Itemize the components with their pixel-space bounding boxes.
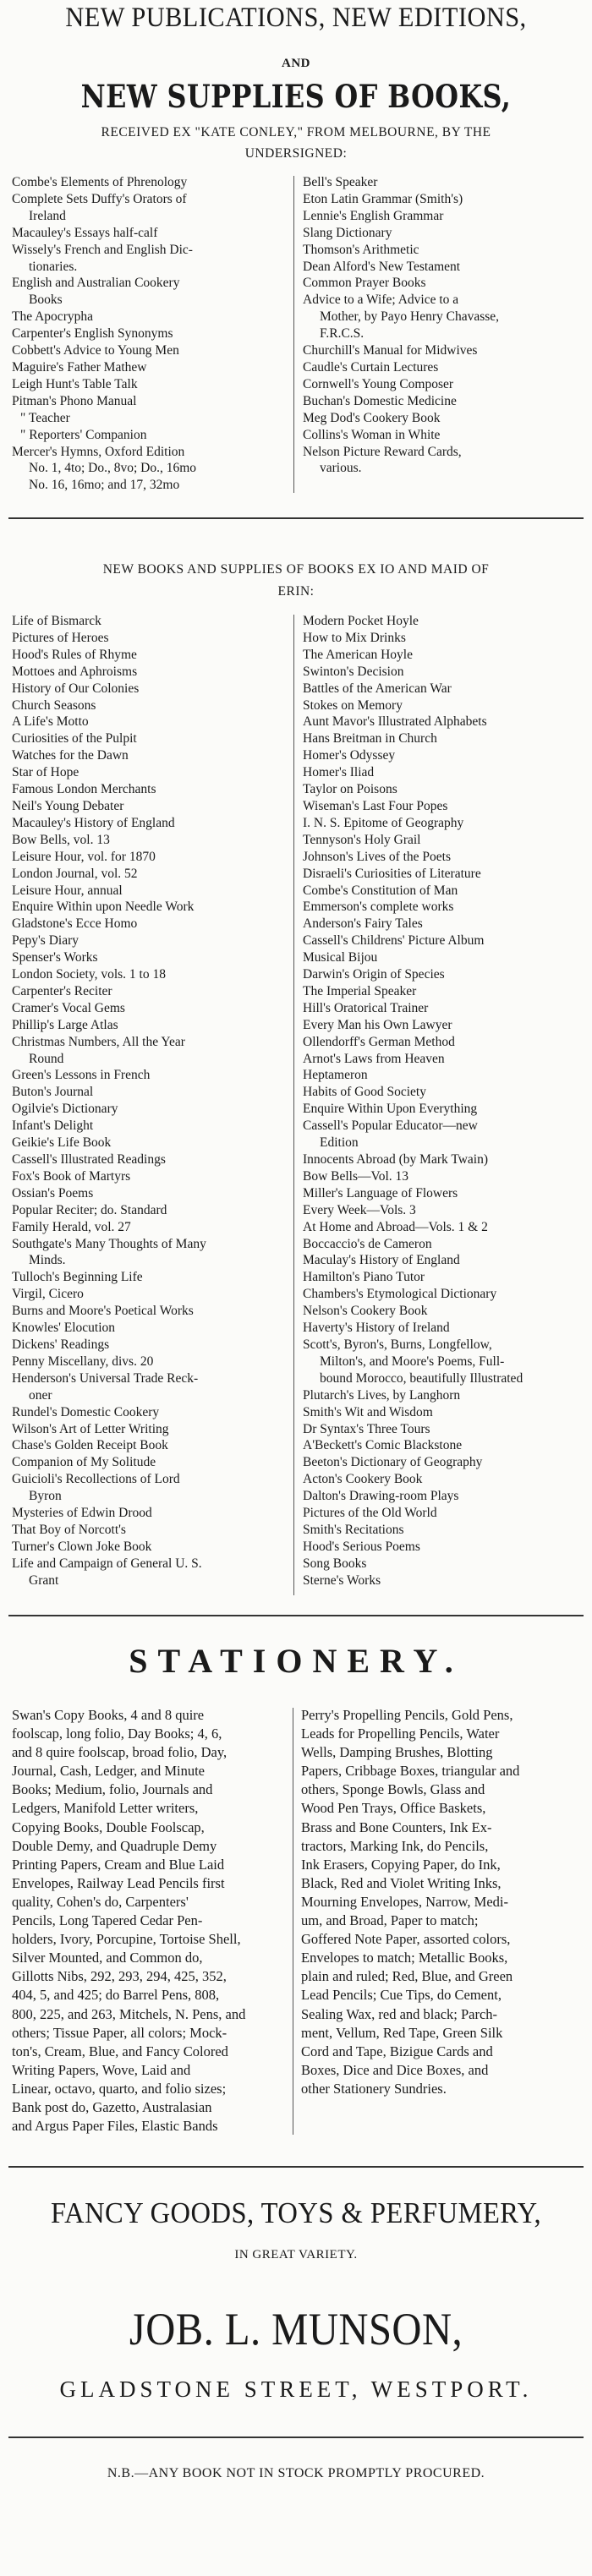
list-item: Every Week—Vols. 3 bbox=[303, 1202, 416, 1217]
list-item: Buton's Journal bbox=[12, 1085, 94, 1100]
list-item: Books; Medium, folio, Journals and bbox=[12, 1781, 213, 1798]
list-item: Burns and Moore's Poetical Works bbox=[12, 1304, 194, 1319]
list-item: Acton's Cookery Book bbox=[303, 1472, 423, 1487]
list-item: Spenser's Works bbox=[12, 950, 98, 965]
list-item: Beeton's Dictionary of Geography bbox=[303, 1455, 483, 1470]
list-item: 800, 225, and 263, Mitchels, N. Pens, and bbox=[12, 2005, 246, 2022]
list-item: Enquire Within upon Needle Work bbox=[12, 900, 195, 915]
list-item: Swan's Copy Books, 4 and 8 quire bbox=[12, 1707, 205, 1723]
list-item: various. bbox=[320, 461, 362, 476]
list-item: Phillip's Large Atlas bbox=[12, 1017, 118, 1032]
list-item: London Society, vols. 1 to 18 bbox=[12, 967, 166, 982]
list-item: Dickens' Readings bbox=[12, 1337, 110, 1352]
list-item: Edition bbox=[320, 1135, 359, 1151]
list-item: Envelopes to match; Metallic Books, bbox=[301, 1950, 508, 1966]
list-item: Tennyson's Holy Grail bbox=[303, 832, 421, 847]
list-item: How to Mix Drinks bbox=[303, 630, 406, 645]
list-item: At Home and Abroad—Vols. 1 & 2 bbox=[303, 1219, 488, 1234]
list-item: " Teacher bbox=[20, 410, 70, 425]
list1-right-column bbox=[303, 174, 582, 477]
list-item: Penny Miscellany, divs. 20 bbox=[12, 1354, 154, 1369]
list-item: Henderson's Universal Trade Reck- bbox=[12, 1370, 199, 1386]
list-item: I. N. S. Epitome of Geography bbox=[303, 815, 464, 830]
list-item: Maculay's History of England bbox=[303, 1253, 460, 1268]
list-item: Bell's Speaker bbox=[303, 175, 378, 189]
list-item: Wood Pen Trays, Office Baskets, bbox=[301, 1800, 486, 1817]
list-item: Famous London Merchants bbox=[12, 782, 156, 797]
list-item: ment, Vellum, Red Tape, Green Silk bbox=[301, 2024, 503, 2041]
list-item: Aunt Mavor's Illustrated Alphabets bbox=[303, 714, 487, 730]
list-item: Emmerson's complete works bbox=[303, 900, 454, 915]
section-rule-3 bbox=[8, 2166, 584, 2168]
list-item: Hamilton's Piano Tutor bbox=[303, 1270, 425, 1285]
section2-title: NEW BOOKS AND SUPPLIES OF BOOKS EX IO AND MAID OF bbox=[102, 562, 490, 577]
list-item: Dean Alford's New Testament bbox=[303, 259, 461, 274]
stationery-left-column bbox=[12, 1706, 288, 2136]
list-item: Heptameron bbox=[303, 1068, 368, 1083]
list-item: Virgil, Cicero bbox=[12, 1287, 84, 1302]
list-item: Innocents Abroad (by Mark Twain) bbox=[303, 1152, 489, 1167]
list-item: Arnot's Laws from Heaven bbox=[303, 1051, 445, 1066]
list-item: and 8 quire foolscap, broad folio, Day, bbox=[12, 1744, 227, 1761]
list-item: others; Tissue Paper, all colors; Mock- bbox=[12, 2024, 227, 2041]
list-item: Writing Papers, Wove, Laid and bbox=[12, 2061, 191, 2078]
list-item: Leisure Hour, vol. for 1870 bbox=[12, 849, 156, 864]
list-item: Musical Bijou bbox=[303, 950, 378, 965]
list1-divider bbox=[293, 176, 294, 493]
list-item: Copying Books, Double Foolscap, bbox=[12, 1819, 205, 1835]
list-item: Silver Mounted, and Common do, bbox=[12, 1950, 203, 1966]
list-item: Goffered Note Paper, assorted colors, bbox=[301, 1931, 511, 1948]
list-item: Wiseman's Last Four Popes bbox=[303, 798, 448, 813]
list-item: The American Hoyle bbox=[303, 647, 413, 662]
list-item: Stokes on Memory bbox=[303, 697, 403, 713]
list-item: Ink Erasers, Copying Paper, do Ink, bbox=[301, 1856, 501, 1873]
list-item: Mother, by Payo Henry Chavasse, bbox=[320, 309, 500, 325]
list-item: Infant's Delight bbox=[12, 1118, 94, 1134]
list-item: Round bbox=[29, 1051, 64, 1066]
list-item: other Stationery Sundries. bbox=[301, 2080, 447, 2097]
list-item: tionaries. bbox=[29, 259, 78, 274]
list-item: The Imperial Speaker bbox=[303, 983, 417, 998]
list-item: Church Seasons bbox=[12, 697, 96, 713]
list-item: Companion of My Solitude bbox=[12, 1455, 156, 1470]
list-item: plain and ruled; Red, Blue, and Green bbox=[301, 1968, 513, 1985]
list-item: Minds. bbox=[29, 1253, 66, 1268]
list-item: Gillotts Nibs, 292, 293, 294, 425, 352, bbox=[12, 1968, 227, 1985]
section-rule-1 bbox=[8, 517, 584, 519]
list-item: Mercer's Hymns, Oxford Edition bbox=[12, 444, 185, 459]
undersigned-line: UNDERSIGNED: bbox=[244, 146, 348, 161]
list-item: Homer's Iliad bbox=[303, 765, 375, 780]
headline-new-publications: NEW PUBLICATIONS, NEW EDITIONS, bbox=[65, 3, 527, 33]
list-item: Pencils, Long Tapered Cedar Pen- bbox=[12, 1912, 203, 1929]
list-item: Watches for the Dawn bbox=[12, 748, 129, 763]
list-item: Buchan's Domestic Medicine bbox=[303, 393, 457, 408]
headline-new-supplies: NEW SUPPLIES OF BOOKS, bbox=[80, 78, 512, 115]
list-item: Popular Reciter; do. Standard bbox=[12, 1202, 167, 1217]
list-item: Ireland bbox=[29, 208, 66, 223]
list-item: London Journal, vol. 52 bbox=[12, 866, 138, 881]
list-item: Maguire's Father Mathew bbox=[12, 359, 147, 375]
list-item: Southgate's Many Thoughts of Many bbox=[12, 1236, 206, 1251]
list2-divider bbox=[293, 615, 294, 1595]
list-item: History of Our Colonies bbox=[12, 681, 140, 696]
section-rule-2 bbox=[8, 1615, 584, 1616]
list-item: Leigh Hunt's Table Talk bbox=[12, 376, 138, 391]
list-item: Cramer's Vocal Gems bbox=[12, 1000, 125, 1015]
list-item: Books bbox=[29, 293, 63, 308]
list-item: Chambers's Etymological Dictionary bbox=[303, 1287, 497, 1302]
list-item: No. 16, 16mo; and 17, 32mo bbox=[29, 478, 180, 493]
list-item: Song Books bbox=[303, 1556, 367, 1571]
list-item: Hood's Serious Poems bbox=[303, 1539, 420, 1554]
list-item: Knowles' Elocution bbox=[12, 1321, 116, 1336]
received-line: RECEIVED EX "KATE CONLEY," FROM MELBOURNE, BY THE bbox=[101, 125, 491, 139]
list-item: Advice to a Wife; Advice to a bbox=[303, 293, 459, 308]
list-item: Cassell's Childrens' Picture Album bbox=[303, 933, 485, 949]
list-item: Pitman's Phono Manual bbox=[12, 393, 137, 408]
list-item: Darwin's Origin of Species bbox=[303, 967, 445, 982]
list-item: Green's Lessons in French bbox=[12, 1068, 151, 1083]
list-item: Pepy's Diary bbox=[12, 933, 79, 949]
section-rule-4 bbox=[8, 2437, 584, 2438]
list-item: Complete Sets Duffy's Orators of bbox=[12, 191, 187, 206]
list-item: Sealing Wax, red and black; Parch- bbox=[301, 2005, 498, 2022]
list2-left-column bbox=[12, 613, 291, 1589]
list-item: The Apocrypha bbox=[12, 309, 93, 325]
list-item: Double Demy, and Quadruple Demy bbox=[12, 1837, 217, 1854]
list-item: Star of Hope bbox=[12, 765, 79, 780]
list-item: Family Herald, vol. 27 bbox=[12, 1219, 131, 1234]
list-item: Nelson's Cookery Book bbox=[303, 1304, 428, 1319]
list-item: Anderson's Fairy Tales bbox=[303, 916, 423, 932]
list-item: Habits of Good Society bbox=[303, 1085, 426, 1100]
list-item: Modern Pocket Hoyle bbox=[303, 614, 419, 628]
list-item: Johnson's Lives of the Poets bbox=[303, 849, 452, 864]
list-item: Grant bbox=[29, 1572, 59, 1588]
list-item: quality, Cohen's do, Carpenters' bbox=[12, 1893, 189, 1910]
list-item: Miller's Language of Flowers bbox=[303, 1185, 458, 1200]
list-item: Collins's Woman in White bbox=[303, 427, 441, 442]
list-item: Pictures of Heroes bbox=[12, 630, 109, 645]
list-item: Ollendorff's German Method bbox=[303, 1034, 455, 1049]
list-item: No. 1, 4to; Do., 8vo; Do., 16mo bbox=[29, 461, 197, 476]
list-item: Life of Bismarck bbox=[12, 614, 101, 628]
list-item: Journal, Cash, Ledger, and Minute bbox=[12, 1763, 205, 1780]
fancy-goods-title: FANCY GOODS, TOYS & PERFUMERY, bbox=[50, 2196, 542, 2229]
list-item: Boxes, Dice and Dice Boxes, and bbox=[301, 2061, 489, 2078]
list-item: Ogilvie's Dictionary bbox=[12, 1102, 118, 1117]
list-item: Slang Dictionary bbox=[303, 225, 392, 240]
list-item: " Reporters' Companion bbox=[20, 427, 147, 442]
list-item: Swinton's Decision bbox=[303, 664, 404, 679]
list-item: English and Australian Cookery bbox=[12, 276, 180, 291]
list-item: Carpenter's Reciter bbox=[12, 983, 112, 998]
list-item: Chase's Golden Receipt Book bbox=[12, 1438, 168, 1453]
list-item: Smith's Wit and Wisdom bbox=[303, 1404, 433, 1419]
list-item: Enquire Within Upon Everything bbox=[303, 1102, 478, 1117]
list-item: Leisure Hour, annual bbox=[12, 883, 123, 898]
list-item: Hood's Rules of Rhyme bbox=[12, 647, 137, 662]
list-item: Combe's Constitution of Man bbox=[303, 883, 458, 898]
list-item: Meg Dod's Cookery Book bbox=[303, 410, 441, 425]
list-item: ton's, Cream, Blue, and Fancy Colored bbox=[12, 2043, 228, 2059]
list-item: Lennie's English Grammar bbox=[303, 208, 444, 223]
list-item: Bow Bells—Vol. 13 bbox=[303, 1168, 409, 1184]
list-item: Cobbett's Advice to Young Men bbox=[12, 343, 179, 358]
list-item: Mysteries of Edwin Drood bbox=[12, 1506, 152, 1521]
list-item: Fox's Book of Martyrs bbox=[12, 1168, 131, 1184]
list-item: Turner's Clown Joke Book bbox=[12, 1539, 152, 1554]
stationery-title: STATIONERY. bbox=[129, 1642, 463, 1680]
list-item: Tulloch's Beginning Life bbox=[12, 1270, 143, 1285]
list-item: 404, 5, and 425; do Barrel Pens, 808, bbox=[12, 1987, 220, 2004]
list-item: um, and Broad, Paper to match; bbox=[301, 1912, 479, 1929]
list-item: Homer's Odyssey bbox=[303, 748, 396, 763]
list-item: Christmas Numbers, All the Year bbox=[12, 1034, 185, 1049]
list-item: Dalton's Drawing-room Plays bbox=[303, 1489, 459, 1504]
list-item: Disraeli's Curiosities of Literature bbox=[303, 866, 481, 881]
list-item: Brass and Bone Counters, Ink Ex- bbox=[301, 1819, 492, 1835]
list-item: Battles of the American War bbox=[303, 681, 452, 696]
list-item: Wilson's Art of Letter Writing bbox=[12, 1421, 169, 1436]
list-item: and Argus Paper Files, Elastic Bands bbox=[12, 2118, 218, 2135]
list-item: Papers, Cribbage Boxes, triangular and bbox=[301, 1763, 520, 1780]
list-item: Life and Campaign of General U. S. bbox=[12, 1556, 202, 1571]
list-item: Common Prayer Books bbox=[303, 276, 426, 291]
list-item: Geikie's Life Book bbox=[12, 1135, 112, 1151]
list-item: A'Beckett's Comic Blackstone bbox=[303, 1438, 463, 1453]
list-item: Plutarch's Lives, by Langhorn bbox=[303, 1387, 461, 1403]
list-item: Cassell's Popular Educator—new bbox=[303, 1118, 478, 1134]
list-item: Bank post do, Gazetto, Australasian bbox=[12, 2098, 212, 2115]
list-item: Milton's, and Moore's Poems, Full- bbox=[320, 1354, 505, 1369]
list-item: Wells, Damping Brushes, Blotting bbox=[301, 1744, 493, 1761]
list-item: bound Morocco, beautifully Illustrated bbox=[320, 1370, 523, 1386]
footer-note: N.B.—ANY BOOK NOT IN STOCK PROMPTLY PROCURED. bbox=[107, 2466, 485, 2480]
list-item: Churchill's Manual for Midwives bbox=[303, 343, 478, 358]
list-item: Cornwell's Young Composer bbox=[303, 376, 454, 391]
list-item: oner bbox=[29, 1387, 52, 1403]
stationery-right-column bbox=[301, 1706, 580, 2098]
list1-left-column bbox=[12, 174, 291, 494]
list-item: Envelopes, Railway Lead Pencils first bbox=[12, 1874, 225, 1891]
list-item: Macauley's History of England bbox=[12, 815, 175, 830]
list-item: Thomson's Arithmetic bbox=[303, 242, 419, 257]
list-item: Printing Papers, Cream and Blue Laid bbox=[12, 1856, 225, 1873]
list-item: Carpenter's English Synonyms bbox=[12, 326, 173, 342]
list-item: Haverty's History of Ireland bbox=[303, 1321, 450, 1336]
seller-name: JOB. L. MUNSON, bbox=[129, 2304, 463, 2354]
list-item: Ossian's Poems bbox=[12, 1185, 94, 1200]
list-item: Smith's Recitations bbox=[303, 1522, 404, 1537]
list-item: Hill's Oratorical Trainer bbox=[303, 1000, 429, 1015]
list-item: holders, Ivory, Porcupine, Tortoise Shell, bbox=[12, 1931, 241, 1948]
list-item: Gladstone's Ecce Homo bbox=[12, 916, 138, 932]
seller-address: GLADSTONE STREET, WESTPORT. bbox=[59, 2376, 533, 2402]
list-item: Scott's, Byron's, Burns, Longfellow, bbox=[303, 1337, 492, 1352]
list-item: Dr Syntax's Three Tours bbox=[303, 1421, 430, 1436]
list-item: Sterne's Works bbox=[303, 1572, 381, 1588]
list-item: Mourning Envelopes, Narrow, Medi- bbox=[301, 1893, 509, 1910]
list-item: A Life's Motto bbox=[12, 714, 89, 730]
list-item: Linear, octavo, quarto, and folio sizes; bbox=[12, 2080, 227, 2097]
list-item: Taylor on Poisons bbox=[303, 782, 397, 797]
section2-title-erin: ERIN: bbox=[277, 584, 315, 599]
list-item: Lead Pencils; Cue Tips, do Cement, bbox=[301, 1987, 502, 2004]
list-item: tractors, Marking Ink, do Pencils, bbox=[301, 1837, 489, 1854]
list-item: Black, Red and Violet Writing Inks, bbox=[301, 1874, 502, 1891]
list-item: Mottoes and Aphroisms bbox=[12, 664, 138, 679]
list-item: That Boy of Norcott's bbox=[12, 1522, 126, 1537]
list-item: Combe's Elements of Phrenology bbox=[12, 175, 188, 189]
list-item: F.R.C.S. bbox=[320, 326, 365, 342]
list-item: Rundel's Domestic Cookery bbox=[12, 1404, 160, 1419]
list-item: Pictures of the Old World bbox=[303, 1506, 437, 1521]
list-item: Macauley's Essays half-calf bbox=[12, 225, 158, 240]
list-item: Eton Latin Grammar (Smith's) bbox=[303, 191, 463, 206]
list-item: Caudle's Curtain Lectures bbox=[303, 359, 439, 375]
list-item: Curiosities of the Pulpit bbox=[12, 731, 137, 747]
list-item: Hans Breitman in Church bbox=[303, 731, 437, 747]
list-item: Leads for Propelling Pencils, Water bbox=[301, 1726, 500, 1742]
list-item: Boccaccio's de Cameron bbox=[303, 1236, 432, 1251]
list-item: Bow Bells, vol. 13 bbox=[12, 832, 110, 847]
list-item: others, Sponge Bowls, Glass and bbox=[301, 1781, 485, 1798]
headline-and: AND bbox=[282, 57, 310, 70]
list-item: Neil's Young Debater bbox=[12, 798, 124, 813]
list-item: Guicioli's Recollections of Lord bbox=[12, 1472, 180, 1487]
list-item: Every Man his Own Lawyer bbox=[303, 1017, 452, 1032]
list-item: Ledgers, Manifold Letter writers, bbox=[12, 1800, 199, 1817]
list-item: Cord and Tape, Bizigue Cards and bbox=[301, 2043, 493, 2059]
list-item: Perry's Propelling Pencils, Gold Pens, bbox=[301, 1707, 513, 1723]
list-item: foolscap, long folio, Day Books; 4, 6, bbox=[12, 1726, 222, 1742]
list2-right-column bbox=[303, 613, 582, 1589]
list-item: Cassell's Illustrated Readings bbox=[12, 1152, 166, 1167]
list-item: Nelson Picture Reward Cards, bbox=[303, 444, 462, 459]
list-item: Wissely's French and English Dic- bbox=[12, 242, 193, 257]
list-item: Byron bbox=[29, 1489, 62, 1504]
fancy-goods-subtitle: IN GREAT VARIETY. bbox=[234, 2248, 358, 2262]
